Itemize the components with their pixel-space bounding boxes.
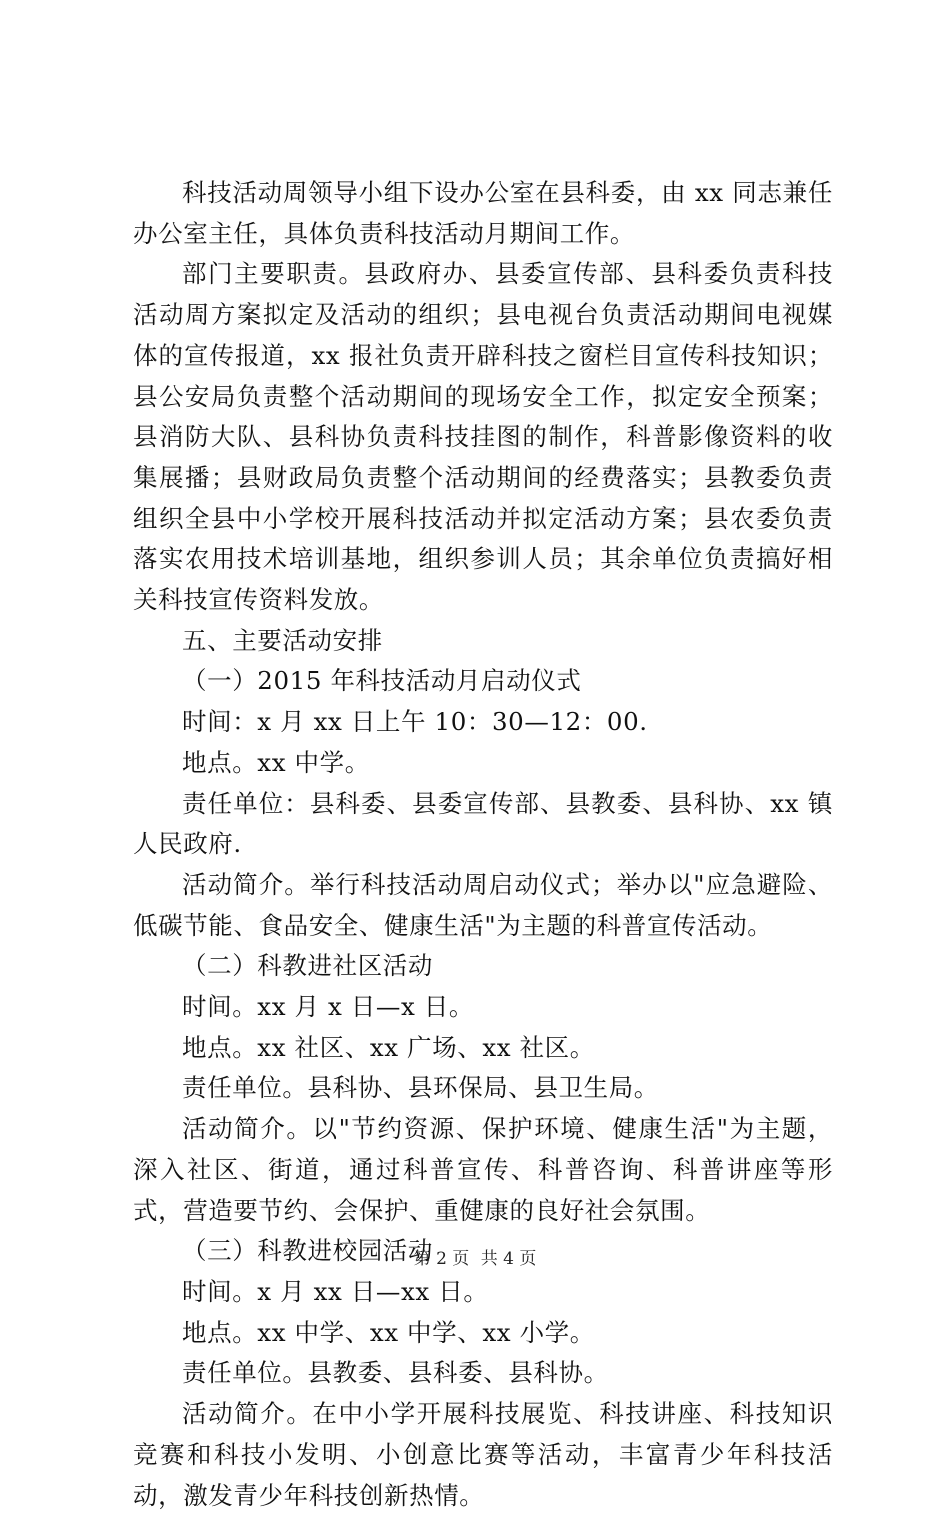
paragraph-office-setup: 科技活动周领导小组下设办公室在县科委，由 xx 同志兼任办公室主任，具体负责科技活动月期间工作。	[133, 178, 833, 248]
campus-time: 时间。x 月 xx 日—xx 日。	[182, 1276, 489, 1306]
campus-description: 活动简介。在中小学开展科技展览、科技讲座、科技知识竞赛和科技小发明、小创意比赛等活动，丰富青少年科技活动，激发青少年科技创新热情。	[133, 1399, 833, 1510]
launch-time: 时间：x 月 xx 日上午 10：30—12：00.	[182, 707, 648, 737]
paragraph-department-duties: 部门主要职责。县政府办、县委宣传部、县科委负责科技活动周方案拟定及活动的组织；县电视台负责活动期间电视媒体的宣传报道，xx 报社负责开辟科技之窗栏目宣传科技知识；县公安局负责整个活动期间的现场安全工作，拟定安全预案；县消防大队、县科协负责科技挂图的制作，科普影像资料的收集展播；县财政局负责整个活动期间的经费落实；县教委负责组织全县中小学校开展科技活动并拟定活动方案；县农委负责落实农用技术培训基地，组织参训人员；其余单位负责搞好相关科技宣传资料发放。	[133, 259, 833, 615]
launch-responsible-units: 责任单位：县科委、县委宣传部、县教委、县科协、xx 镇人民政府.	[133, 788, 833, 859]
launch-location: 地点。xx 中学。	[182, 747, 370, 777]
launch-description: 活动简介。举行科技活动周启动仪式；举办以"应急避险、低碳节能、食品安全、健康生活"为主题的科普宣传活动。	[133, 869, 833, 940]
community-time: 时间。xx 月 x 日—x 日。	[182, 992, 475, 1022]
campus-location: 地点。xx 中学、xx 中学、xx 小学。	[182, 1317, 595, 1347]
subheading-launch-ceremony: （一）2015 年科技活动月启动仪式	[182, 666, 582, 696]
subheading-campus-activity: （三）科教进校园活动	[182, 1236, 433, 1266]
page-footer	[0, 1244, 950, 1269]
page-total: 共 4 页	[480, 1249, 537, 1269]
community-location: 地点。xx 社区、xx 广场、xx 社区。	[182, 1032, 595, 1062]
document-body	[133, 173, 833, 1516]
community-responsible-units: 责任单位。县科协、县环保局、县卫生局。	[182, 1073, 659, 1103]
community-description: 活动简介。以"节约资源、保护环境、健康生活"为主题，深入社区、街道，通过科普宣传、科普咨询、科普讲座等形式，营造要节约、会保护、重健康的良好社会氛围。	[133, 1114, 833, 1225]
page-number: 第 2 页	[413, 1249, 470, 1269]
subheading-community-activity: （二）科教进社区活动	[182, 951, 433, 981]
campus-responsible-units: 责任单位。县教委、县科委、县科协。	[182, 1358, 609, 1388]
section-heading-main-activities: 五、主要活动安排	[182, 625, 383, 655]
